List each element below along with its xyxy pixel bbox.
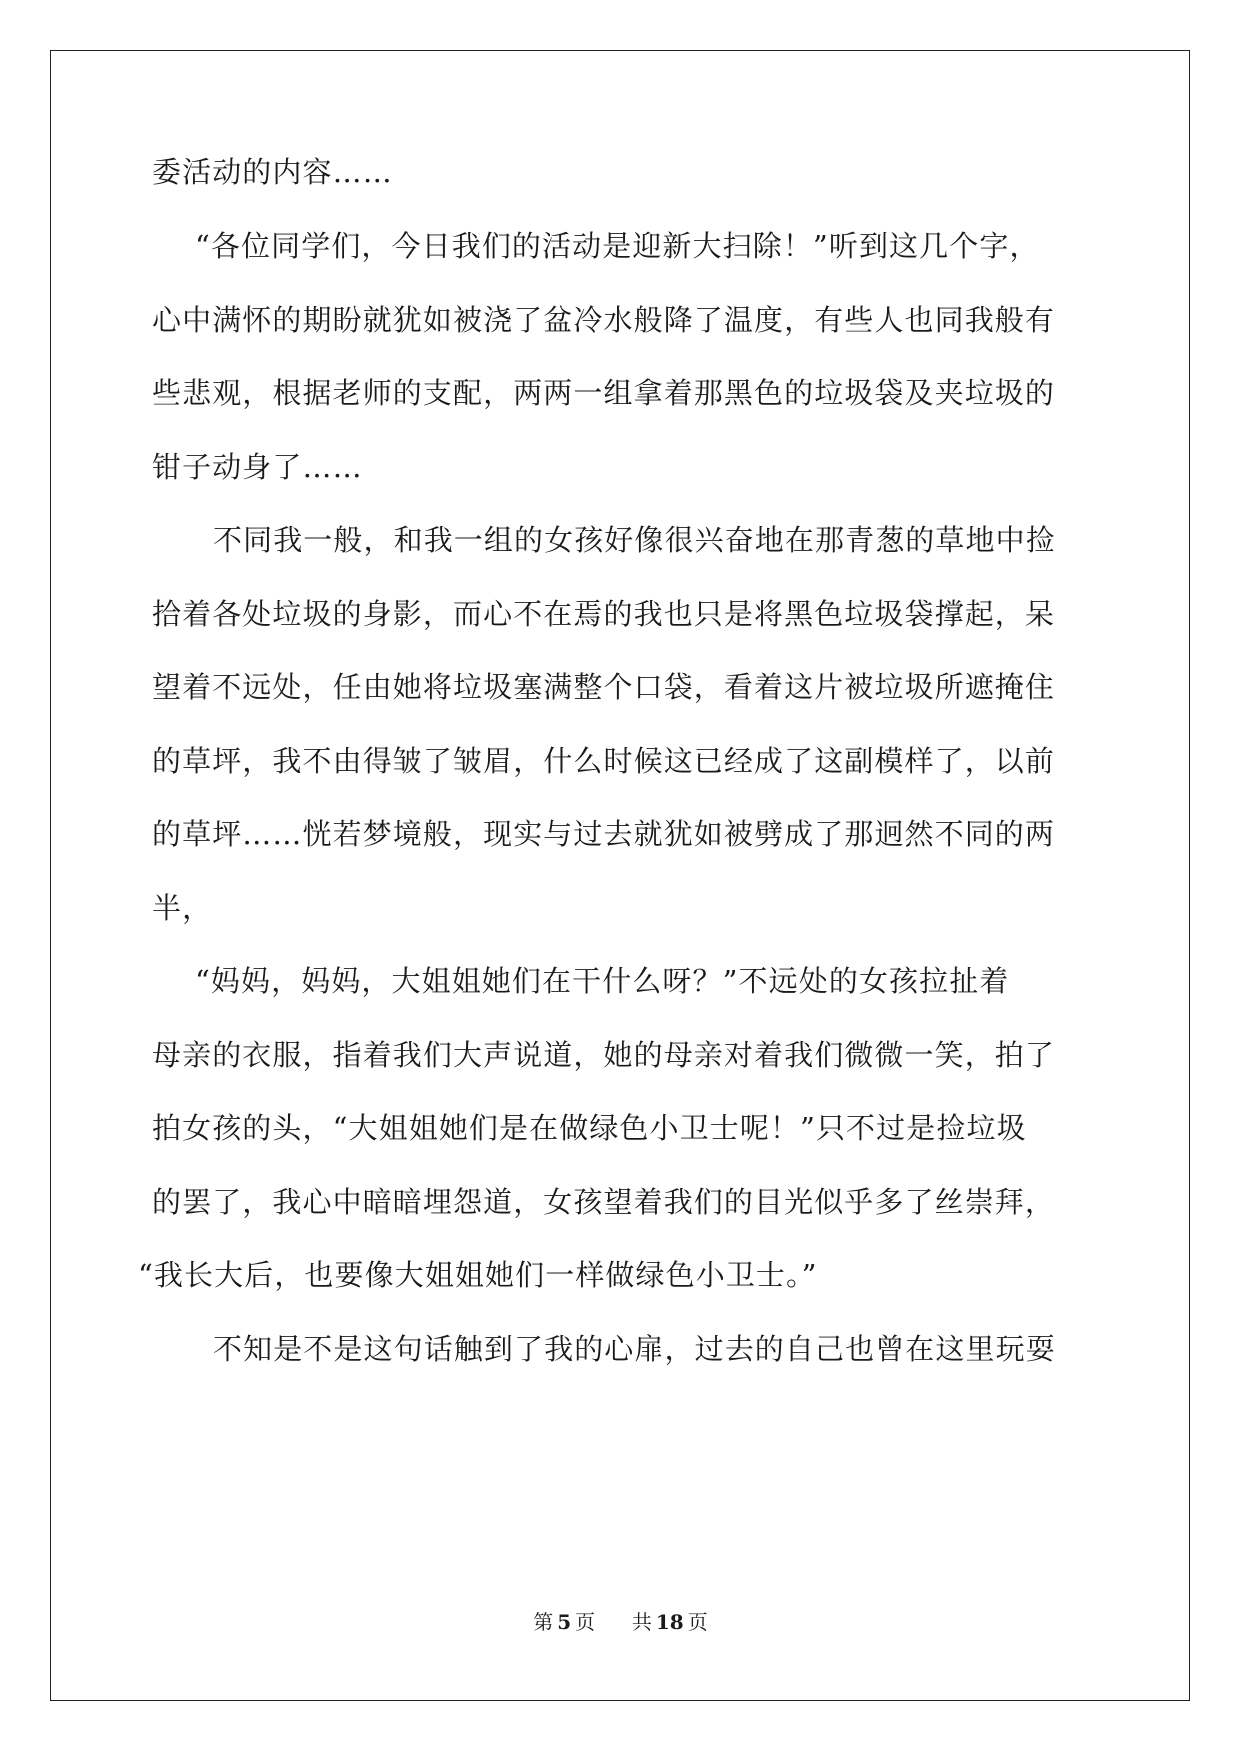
text-line-11: 半， [152,891,213,925]
text-line-10: 的草坪……恍若梦境般，现实与过去就犹如被劈成了那迥然不同的两 [152,817,1056,851]
page-number: 5 [557,1610,572,1634]
text-line-16: “我长大后，也要像大姐姐她们一样做绿色小卫士。” [138,1258,818,1292]
text-line-5: 钳子动身了…… [152,450,363,484]
page-prefix: 第 [533,1610,554,1634]
text-line-3: 心中满怀的期盼就犹如被浇了盆冷水般降了温度，有些人也同我般有 [152,303,1056,337]
total-suffix: 页 [687,1610,708,1634]
text-line-4: 些悲观，根据老师的支配，两两一组拿着那黑色的垃圾袋及夹垃圾的 [152,376,1056,410]
text-line-12: “妈妈，妈妈，大姐姐她们在干什么呀？”不远处的女孩拉扯着 [195,964,1010,998]
text-line-6: 不同我一般，和我一组的女孩好像很兴奋地在那青葱的草地中捡 [213,523,1056,557]
text-line-15: 的罢了，我心中暗暗埋怨道，女孩望着我们的目光似乎多了丝崇拜， [152,1185,1056,1219]
text-line-17: 不知是不是这句话触到了我的心扉，过去的自己也曾在这里玩耍 [213,1332,1056,1366]
total-prefix: 共 [631,1610,652,1634]
text-line-2: “各位同学们，今日我们的活动是迎新大扫除！”听到这几个字， [195,229,1040,263]
total-pages: 18 [655,1610,684,1634]
text-line-13: 母亲的衣服，指着我们大声说道，她的母亲对着我们微微一笑，拍了 [152,1038,1056,1072]
text-line-14: 拍女孩的头，“大姐姐她们是在做绿色小卫士呢！”只不过是捡垃圾 [152,1111,1027,1145]
text-line-1: 委活动的内容…… [152,155,393,189]
page-suffix: 页 [575,1610,596,1634]
page-footer [0,1610,1241,1634]
text-line-9: 的草坪，我不由得皱了皱眉，什么时候这已经成了这副模样了，以前 [152,744,1056,778]
text-line-8: 望着不远处，任由她将垃圾塞满整个口袋，看着这片被垃圾所遮掩住 [152,670,1056,704]
page-frame [50,50,1190,1701]
text-line-7: 拾着各处垃圾的身影，而心不在焉的我也只是将黑色垃圾袋撑起，呆 [152,597,1056,631]
